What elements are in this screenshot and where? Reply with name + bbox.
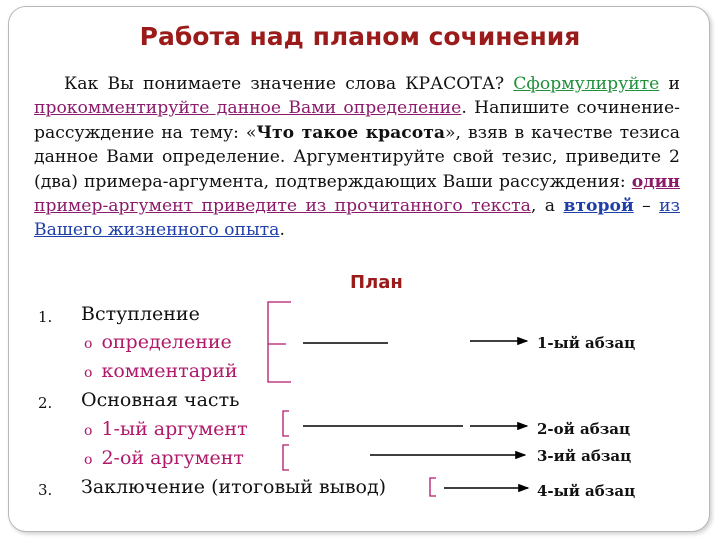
paragraph-label-1: 1-ый абзац [537, 334, 636, 352]
paragraph-label-3: 3-ий абзац [537, 447, 632, 465]
subitem-label: комментарий [101, 360, 238, 382]
task-highlight-second: второй [563, 196, 634, 217]
plan-heading: План [350, 272, 403, 293]
task-text: и [659, 74, 680, 94]
task-highlight-text-argument: пример-аргумент приведите из прочитанного текста [34, 196, 531, 217]
bracket-conclusion [430, 478, 436, 496]
task-text: . [279, 220, 285, 241]
item-number: 2. [38, 394, 53, 412]
task-text: . Напишите сочинение-рассуждение на тему: « [34, 98, 680, 143]
bracket-argument-2 [283, 445, 289, 470]
paragraph-label-2: 2-ой абзац [537, 420, 631, 438]
plan-item-conclusion: Заключение (итоговый вывод) [81, 476, 387, 498]
task-text: Как Вы понимаете значение слова КРАСОТА? [64, 74, 514, 94]
subitem-label: определение [101, 331, 232, 353]
task-highlight-comment: прокомментируйте данное Вами определение [34, 98, 462, 119]
item-number: 1. [38, 308, 53, 326]
paragraph-label-4: 4-ый абзац [537, 482, 636, 500]
bullet-icon: o [84, 336, 93, 352]
task-highlight-life-experience: из Вашего жизненного опыта [34, 196, 680, 241]
subitem-label: 2-ой аргумент [101, 447, 244, 469]
plan-item-main-body: Основная часть [81, 389, 240, 411]
task-text: », взяв в качестве тезиса данное Вами определение. Аргументируйте свой тезис, приведите 2 (два) примера-аргумента, подтверждающих Ваши рассуждения: [34, 122, 681, 192]
bracket-argument-1 [283, 411, 289, 436]
item-number: 3. [38, 481, 53, 499]
task-highlight-one: один [631, 171, 680, 192]
bullet-icon: o [84, 365, 93, 381]
essay-topic: Что такое красота [256, 122, 446, 143]
subitem-label: 1-ый аргумент [101, 418, 248, 440]
bullet-icon: o [84, 452, 93, 468]
bracket-introduction [268, 302, 291, 382]
plan-item-introduction: Вступление [81, 303, 200, 325]
task-highlight-formulate: Сформулируйте [513, 74, 660, 94]
bullet-icon: o [84, 423, 93, 439]
task-text: , а [530, 196, 564, 217]
task-text: – [633, 196, 660, 217]
slide-title: Работа над планом сочинения [139, 22, 581, 51]
